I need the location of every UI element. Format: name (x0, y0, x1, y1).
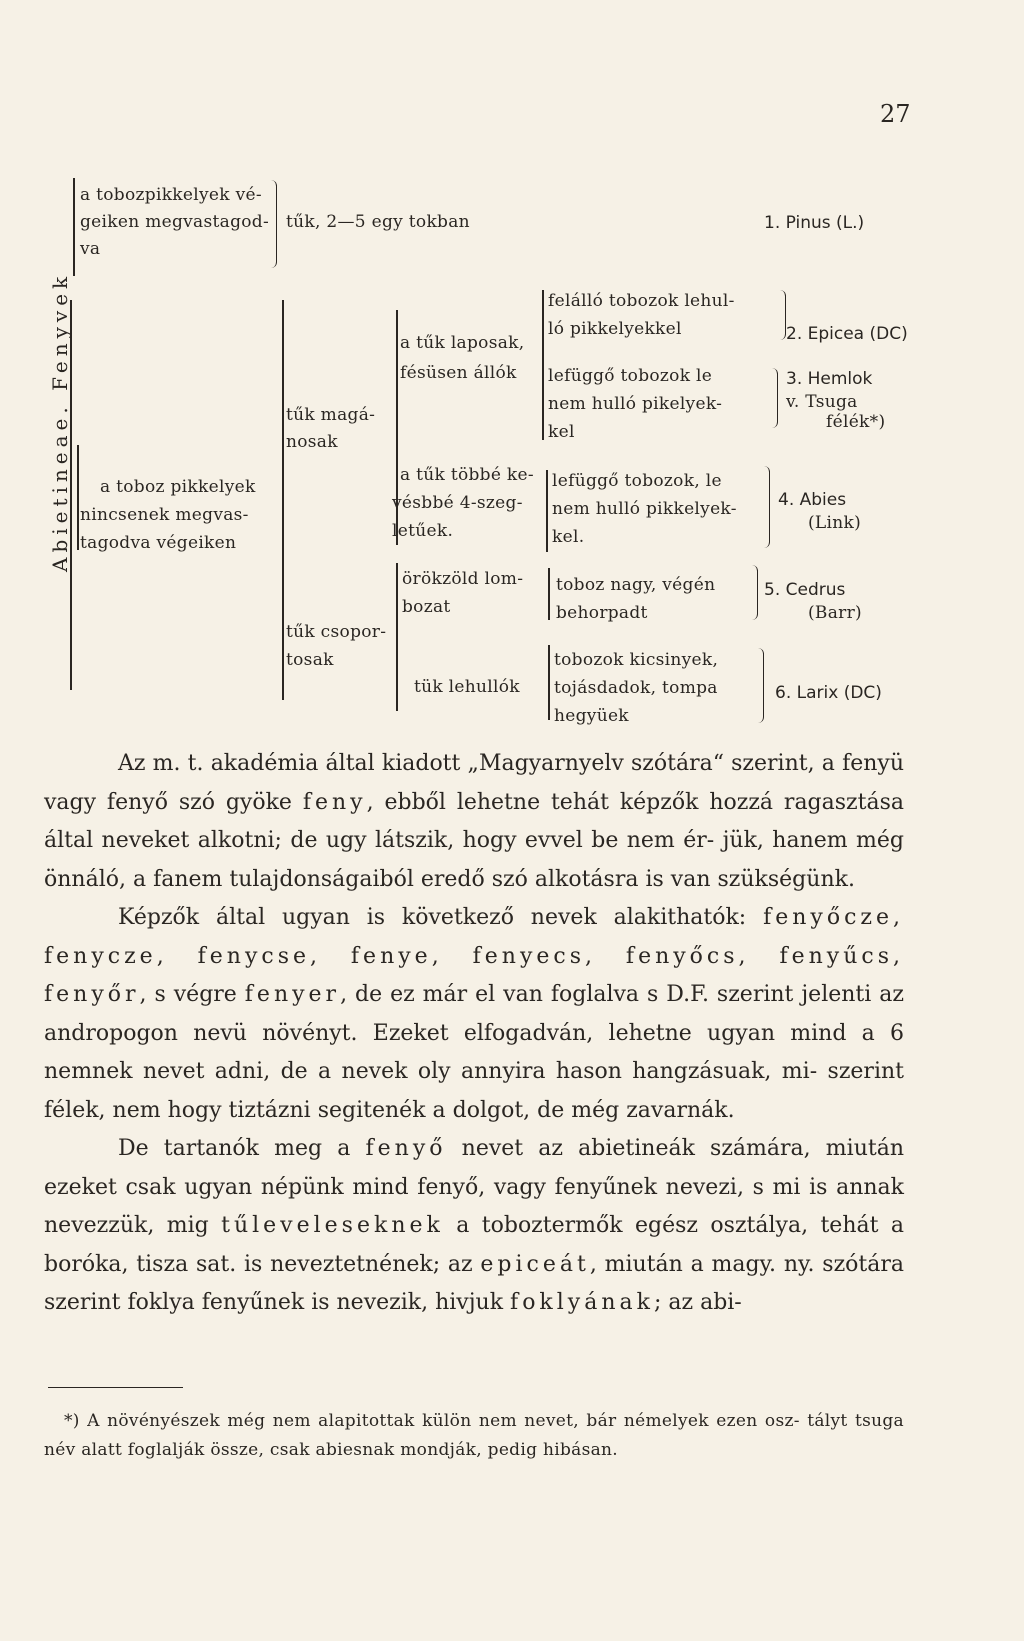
key-text: nincsenek megvas- (80, 505, 249, 525)
key-text: a toboz pikkelyek (100, 477, 256, 497)
key-text: geiken megvastagod- (80, 212, 270, 232)
key-brace (548, 645, 550, 720)
key-text: nem hulló pikelyek- (548, 394, 723, 414)
key-text: hegyüek (554, 706, 629, 726)
key-text: behorpadt (556, 603, 648, 623)
key-text: tűk magá- (286, 405, 376, 425)
key-text: v. Tsuga (786, 392, 858, 412)
key-text: a tobozpikkelyek vé- (80, 185, 262, 205)
footnote: *) A növényészek még nem alapitottak külön nem nevet, bár némelyek ezen osz- tályt tsuga név alatt foglalják össze, csak abiesnak mondják, pedig hibásan. (44, 1411, 904, 1460)
key-outer-line (70, 300, 72, 690)
genus-label: 3. Hemlok (786, 369, 873, 389)
key-brace (752, 565, 758, 620)
genus-label: 4. Abies (778, 490, 847, 510)
key-brace (542, 290, 544, 440)
key-text: fésüsen állók (400, 363, 517, 383)
genus-label: 1. Pinus (L.) (764, 213, 865, 233)
key-text: bozat (402, 597, 451, 617)
key-text: va (80, 239, 101, 259)
key-text: tagodva végeiken (80, 533, 237, 553)
key-brace (758, 648, 764, 723)
key-text: felálló tobozok lehul- (548, 291, 735, 311)
key-text: nosak (286, 432, 338, 452)
key-text: (Barr) (808, 603, 862, 623)
key-text: vésbbé 4-szeg- (392, 493, 523, 513)
key-text: tosak (286, 650, 334, 670)
key-text: letűek. (392, 521, 454, 541)
key-text: tojásdadok, tompa (554, 678, 718, 698)
body-text (44, 745, 904, 1323)
genus-label: 2. Epicea (DC) (786, 324, 908, 344)
key-text: toboz nagy, végén (556, 575, 716, 595)
key-text: tük lehullók (414, 677, 520, 697)
key-brace (396, 563, 398, 711)
key-text: ló pikkelyekkel (548, 319, 682, 339)
key-brace (764, 466, 770, 548)
key-text: lefüggő tobozok, le (552, 471, 722, 491)
key-text: félék*) (826, 412, 886, 432)
paragraph: Képzők által ugyan is következő nevek alakithatók: fenyőcze, fenycze, fenycse, fenye, fenyecs, fenyőcs, fenyűcs, fenyőr, s végre fenyer, de ez már el van foglalva s D.F. szerint jelenti az andropogon nevü növényt. Ezeket elfogadván, lehetne ugyan mind a 6 nemnek nevet adni, de a nevek oly annyira hason hangzásuak, mi- szerint félek, nem hogy tiztázni segitenék a dolgot, de még zavarnák. (44, 905, 905, 1123)
paragraph: Az m. t. akadémia által kiadott „Magyarnyelv szótára“ szerint, a fenyü vagy fenyő szó gyöke feny, ebből lehetne tehát képzők hozzá ragasztása által neveket alkotni; de ugy látszik, hogy evvel be nem ér- jük, hanem még önnáló, a fanem tulajdonságaiból eredő szó alkotásra is van szükségünk. (44, 751, 904, 892)
key-brace (282, 300, 284, 700)
paragraph: De tartanók meg a fenyő nevet az abietineák számára, miután ezeket csak ugyan népünk mind fenyő, vagy fenyűnek nevezi, s mi is annak nevezzük, mig tűleveleseknek a toboztermők egész osztálya, tehát a boróka, tisza sat. is neveztetnének; az epiceát, miután a magy. ny. szótára szerint foklya fenyűnek is nevezik, hivjuk foklyának; az abi- (44, 1136, 904, 1315)
key-group2-line (77, 445, 79, 550)
key-text: a tűk többé ke- (400, 465, 534, 485)
key-text: lefüggő tobozok le (548, 366, 713, 386)
key-brace (772, 368, 778, 428)
footnote-rule (48, 1387, 183, 1388)
key-text: örökzöld lom- (402, 569, 524, 589)
key-text: a tűk laposak, (400, 333, 525, 353)
key-group1-line (73, 178, 75, 276)
key-text: nem hulló pikkelyek- (552, 499, 737, 519)
key-text: tobozok kicsinyek, (554, 650, 719, 670)
key-brace (548, 568, 550, 620)
key-brace (270, 180, 277, 268)
genus-label: 6. Larix (DC) (775, 683, 882, 703)
side-label: Abietineae. Fenyvek (48, 271, 72, 572)
genus-label: 5. Cedrus (764, 580, 846, 600)
key-brace (546, 470, 548, 552)
key-text: kel. (552, 527, 585, 547)
key-text: (Link) (808, 513, 862, 533)
key-text: tűk csopor- (286, 622, 387, 642)
page-number: 27 (880, 100, 911, 128)
key-text: kel (548, 422, 575, 442)
key-text: tűk, 2—5 egy tokban (286, 212, 470, 232)
